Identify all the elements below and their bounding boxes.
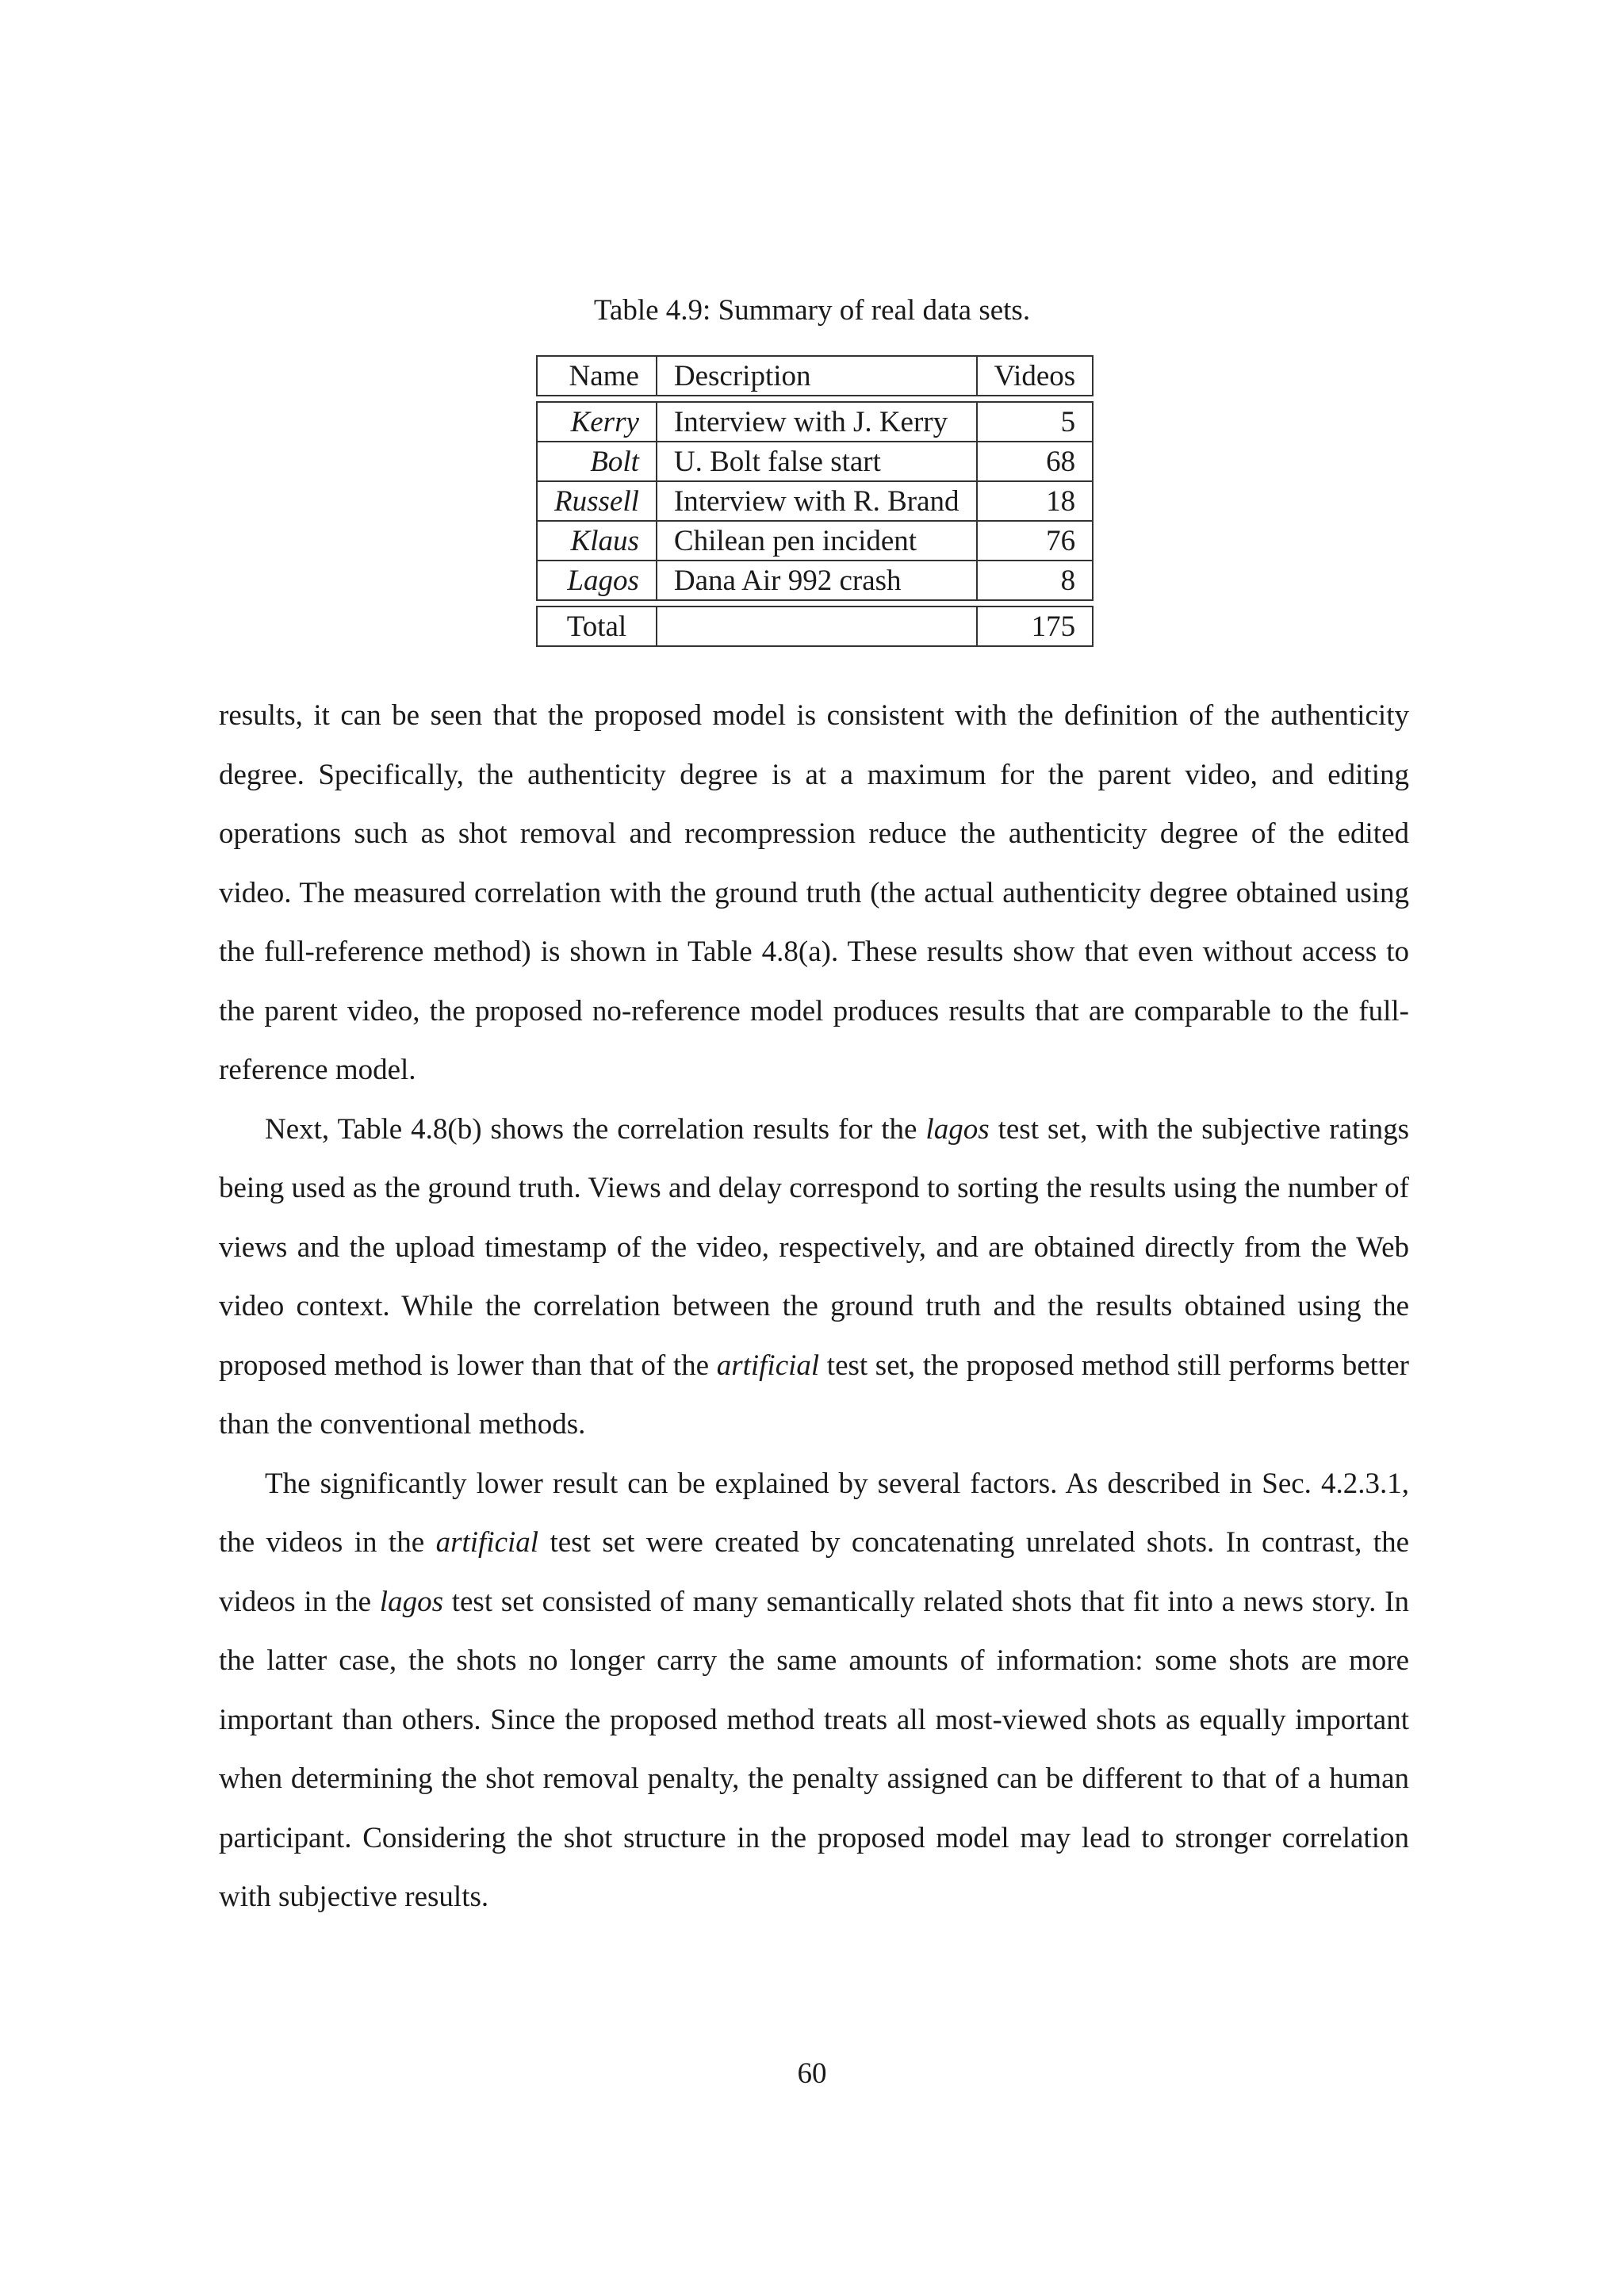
total-videos: 175 [978,606,1094,647]
cell-description: Dana Air 992 crash [657,561,978,601]
cell-videos: 68 [978,442,1094,482]
cell-videos: 8 [978,561,1094,601]
table-row [536,442,1094,482]
paragraph-2 [219,1100,1409,1455]
table-row [536,522,1094,561]
cell-name: Bolt [536,442,657,482]
emphasis-artificial: artificial [716,1349,820,1382]
cell-name: Klaus [536,522,657,561]
text-run: Next, Table 4.8(b) shows the correlation results for the [265,1112,926,1146]
text-run: The significantly lower result can be explained by several factors. As described in Sec. 4.2.3.1, the videos in the [219,1467,1409,1559]
paragraph-3 [219,1455,1409,1927]
cell-description: Chilean pen incident [657,522,978,561]
table-row [536,401,1094,442]
page-number: 60 [797,2057,827,2090]
cell-description: Interview with J. Kerry [657,401,978,442]
table-row [536,482,1094,522]
cell-name: Kerry [536,401,657,442]
emphasis-lagos: lagos [379,1585,443,1618]
cell-name: Russell [536,482,657,522]
table-row [536,561,1094,601]
header-videos: Videos [978,355,1094,396]
cell-videos: 76 [978,522,1094,561]
data-sets-table [536,355,1094,647]
cell-description: U. Bolt false start [657,442,978,482]
cell-description: Interview with R. Brand [657,482,978,522]
cell-videos: 5 [978,401,1094,442]
emphasis-lagos: lagos [925,1112,990,1146]
cell-name: Lagos [536,561,657,601]
cell-videos: 18 [978,482,1094,522]
total-description [657,606,978,647]
total-label: Total [536,606,657,647]
header-name: Name [536,355,657,396]
paragraph-1: results, it can be seen that the proposed model is consistent with the definition of the authenticity degree. Specifically, the authenticity degree is at a maximum for the parent video, and editing operations such as shot removal and recompression reduce the authenticity degree of the edited video. The measured correlation with the ground truth (the actual authenticity degree obtained using the full-reference method) is shown in Table 4.8(a). These results show that even without access to the parent video, the proposed no-reference model produces results that are comparable to the full-reference model. [219,699,1409,1086]
table-header-row [536,355,1094,396]
text-run: test set were created by concatenating unrelated shots. In contrast, the videos in the [219,1526,1409,1618]
data-sets-table-container [536,355,1094,647]
text-run: test set consisted of many semantically related shots that fit into a news story. In the latter case, the shots no longer carry the same amounts of information: some shots are more important than others. Since the proposed method treats all most-viewed shots as equally important when determining the shot removal penalty, the penalty assigned can be different to that of a human participant. Considering the shot structure in the proposed model may lead to stronger correlation with subjective results. [219,1585,1409,1913]
text-run: test set, the proposed method still performs better than the conventional methods. [219,1349,1409,1441]
table-total-row [536,606,1094,647]
header-description: Description [657,355,978,396]
emphasis-artificial: artificial [435,1526,539,1559]
table-caption: Table 4.9: Summary of real data sets. [593,294,1031,327]
body-text [219,687,1409,1927]
text-run: test set, with the subjective ratings being used as the ground truth. Views and delay correspond to sorting the results using the number of views and the upload timestamp of the video, respectively, and are obtained directly from the Web video context. While the correlation between the ground truth and the results obtained using the proposed method is lower than that of the [219,1112,1409,1382]
